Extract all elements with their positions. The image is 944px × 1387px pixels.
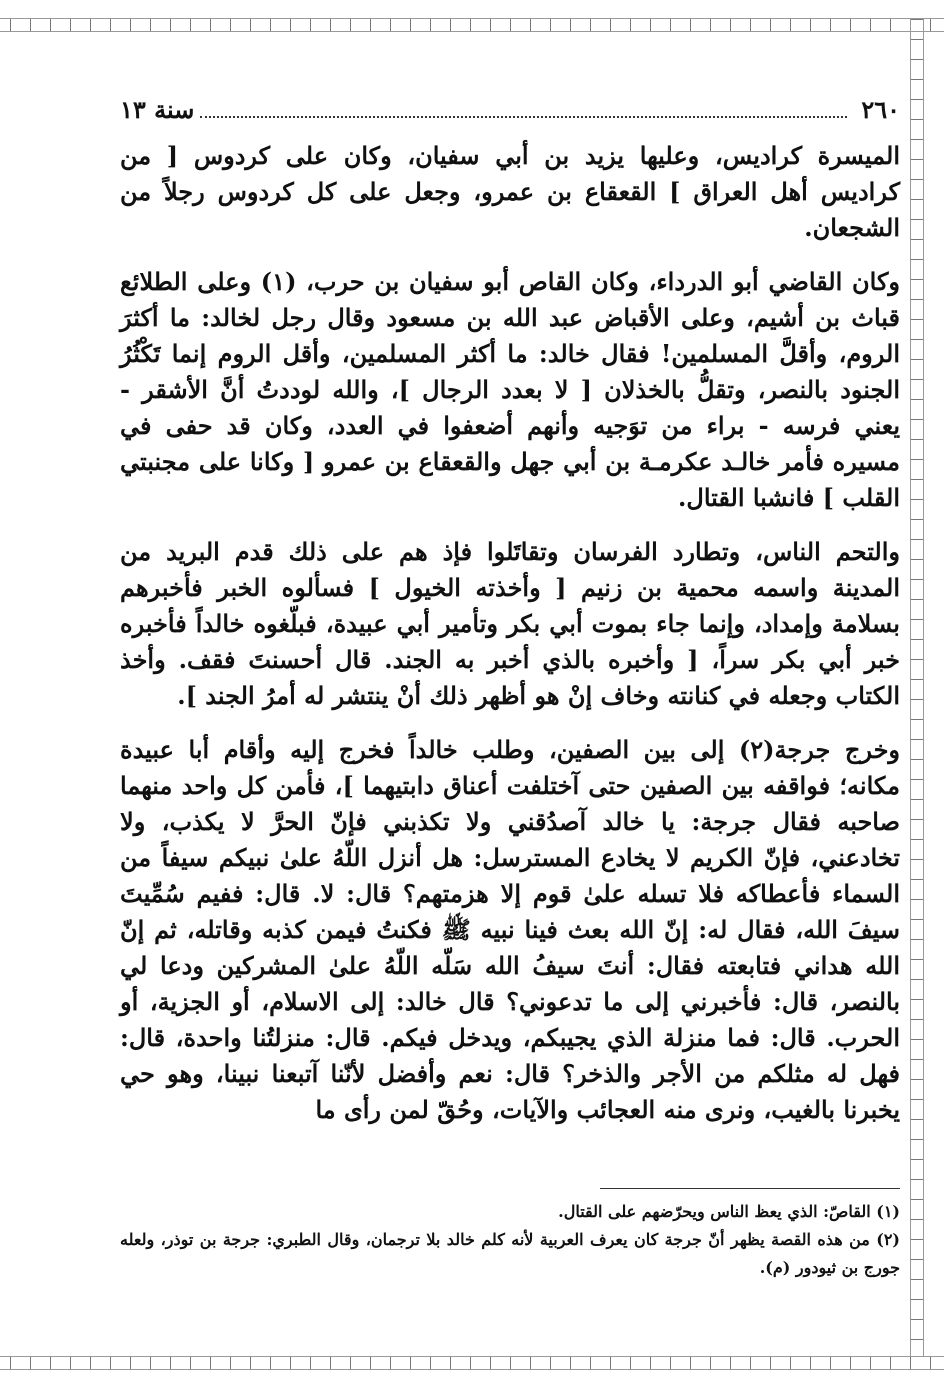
page-number: ٢٦٠ xyxy=(861,95,900,124)
header-dotted-leader xyxy=(200,104,847,118)
paragraph: وكان القاضي أبو الدرداء، وكان القاص أبو سفيان بن حرب، (١) وعلى الطلائع قباث بن أشيم، وعلى الأقباض عبد الله بن مسعود وقال رجل لخالد: ما أكثرَ الروم، وأقلَّ المسلمين! فقال خالد: ما أكثر المسلمين، وأقل الروم إنما تَكْثُرُ الجنود بالنصر، وتقلُّ بالخذلان [ لا بعدد الرجال ]، والله لوددتُ أنَّ الأشقر - يعني فرسه - براء من توَجيه وأنهم أضعفوا في العدد، وكان قد حفى في مسيره فأمر خالـد عكرمـة بن أبي جهل والقعقاع بن عمرو [ وكانا على مجنبتي القلب ] فانشبا القتال. xyxy=(120,267,900,512)
decorative-border-bottom xyxy=(0,1356,944,1370)
paragraph: الميسرة كراديس، وعليها يزيد بن أبي سفيان، وكان على كردوس [ من كراديس أهل العراق ] القعقاع بن عمرو، وجعل على كل كردوس رجلاً من الشجعان. xyxy=(120,141,900,242)
footnote-separator xyxy=(600,1188,900,1189)
year-label: سنة ١٣ xyxy=(120,95,195,124)
paragraph: وخرج جرجة(٢) إلى بين الصفين، وطلب خالداً فخرج إليه وأقام أبا عبيدة مكانه؛ فواقفه بين الصفين حتى آختلفت أعناق دابتيهما ]، فأمن كل واحد منهما صاحبه فقال جرجة: يا خالد آصدُقني ولا تكذبني فإنّ الحرَّ لا يكذب، ولا تخادعني، فإنّ الكريم لا يخادع المسترسل: هل أنزل اللّهُ علىٰ نبيكم سيفاً من السماء فأعطاكه فلا تسله علىٰ قوم إلا هزمتهم؟ قال: لا. قال: ففيم سُمِّيتَ سيفَ الله، فقال له: إنّ الله بعث فينا نبيه ﷺ فكنتُ فيمن كذبه وقاتله، ثم إنّ الله هداني فتابعته فقال: أنتَ سيفُ الله سَلّه اللّهُ علىٰ المشركين ودعا لي بالنصر، قال: فأخبرني إلى ما تدعوني؟ قال خالد: إلى الاسلام، أو الجزية، أو الحرب. قال: فما منزلة الذي يجيبكم، ويدخل فيكم. قال: منزلتُنا واحدة، قال: فهل له مثلكم من الأجر والذخر؟ قال: نعم وأفضل لأنّنا آتبعنا نبينا، وهو حي يخبرنا بالغيب، ونرى منه العجائب والآيات، وحُقّ لمن رأى ما xyxy=(120,735,900,1124)
decorative-border-right xyxy=(910,18,924,1370)
footnote: (٢) من هذه القصة يظهر أنّ جرجة كان يعرف العربية لأنه كلم خالد بلا ترجمان، وقال الطبري: جرجة بن توذر، ولعله جورج بن ثيودور (م). xyxy=(120,1230,900,1277)
footnotes xyxy=(120,1198,900,1282)
main-text xyxy=(120,138,900,1146)
decorative-border-top xyxy=(0,18,944,32)
footnote: (١) القاصّ: الذي يعظ الناس ويحرّضهم على القتال. xyxy=(558,1202,900,1221)
book-page xyxy=(100,80,900,1340)
running-header xyxy=(120,90,900,124)
paragraph: والتحم الناس، وتطارد الفرسان وتقاتَلوا فإذ هم على ذلك قدم البريد من المدينة واسمه محمية بن زنيم [ وأخذته الخيول ] فسألوه الخبر فأخبرهم بسلامة وإمداد، وإنما جاء بموت أبي بكر وتأمير أبي عبيدة، فبلّغوه خالداً فأخبره خبر أبي بكر سراً، [ وأخبره بالذي أخبر به الجند. قال أحسنتَ فقف. وأخذ الكتاب وجعله في كنانته وخاف إنْ هو أظهر ذلك أنْ ينتشر له أمرُ الجند ]. xyxy=(120,537,901,710)
